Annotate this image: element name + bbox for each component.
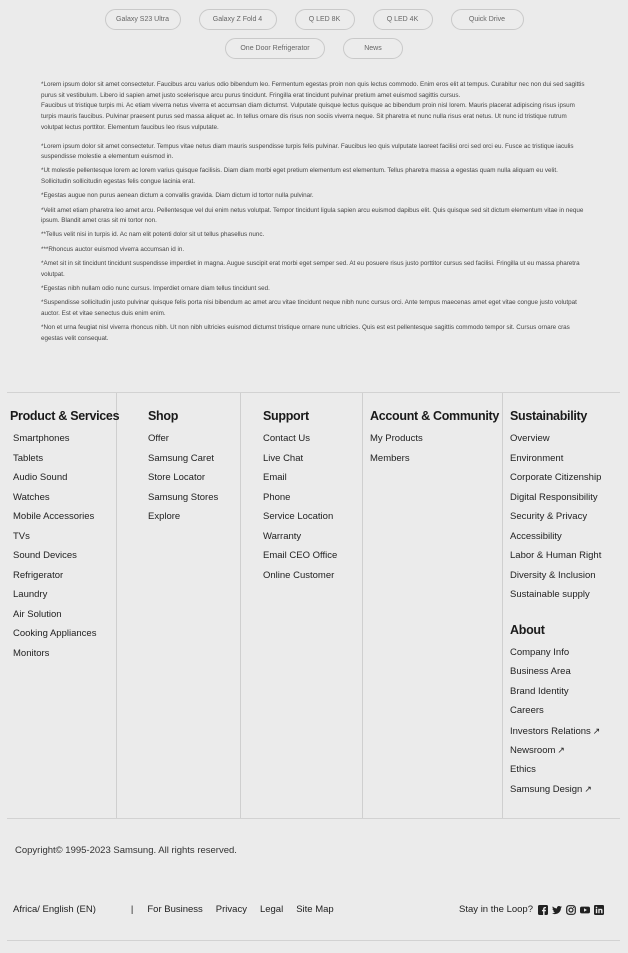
footer-link-label: Investors Relations bbox=[510, 725, 591, 737]
disclaimer-note: *Egestas augue non purus aenean dictum a convallis gravida. Diam dictum id tortor nulla pulvinar. bbox=[41, 192, 314, 200]
disclaimer-note: *Egestas nibh nullam odio nunc cursus. Imperdiet ornare diam tellus tincidunt sed. bbox=[41, 284, 270, 292]
instagram-icon[interactable] bbox=[566, 905, 576, 915]
chip-one-door-refrigerator[interactable]: One Door Refrigerator bbox=[225, 38, 325, 59]
footer-link[interactable]: Cooking Appliances bbox=[13, 628, 97, 639]
footer-link[interactable]: Audio Sound bbox=[13, 472, 68, 483]
link-privacy[interactable]: Privacy bbox=[215, 904, 247, 915]
link-legal[interactable]: Legal bbox=[259, 904, 284, 915]
footer-link-label: Newsroom bbox=[510, 745, 556, 756]
footer-link[interactable]: Diversity & Inclusion bbox=[510, 569, 596, 581]
disclaimer-section bbox=[41, 80, 589, 348]
footer-col-account bbox=[363, 393, 503, 818]
footer-link[interactable]: Email CEO Office bbox=[263, 550, 338, 561]
footer-heading-support: Support bbox=[263, 409, 309, 423]
footer-link[interactable]: Service Location bbox=[263, 511, 334, 522]
disclaimer-note: *Velit amet etiam pharetra leo amet arcu. Pellentesque vel dui enim netus volutpat. Tempor tincidunt ligula sapien arcu euismod dapibus elit. Quis quisque sed sit dictum elementum vitae in neque ipsum. Blandit amet cras sit mi tortor non. bbox=[41, 206, 584, 225]
twitter-icon[interactable] bbox=[552, 905, 562, 915]
footer-link[interactable]: My Products bbox=[370, 433, 423, 444]
disclaimer-note: *Ut molestie pellentesque lorem ac lorem varius quisque facilisis. Diam diam morbi eget pretium elementum est elementum. Tellus pharetra massa a egestas quam nulla aliquam eu velit. Sollicitudin sollicitudin egestas felis congue lacinia erat. bbox=[41, 167, 558, 186]
external-link-icon: ↗ bbox=[584, 784, 592, 794]
footer-link[interactable]: Contact Us bbox=[263, 433, 310, 444]
region-selector[interactable]: Africa/ English (EN) bbox=[13, 904, 96, 915]
footer-link[interactable]: TVs bbox=[13, 530, 30, 542]
disclaimer-paragraph: Faucibus ut tristique turpis mi. Ac etiam viverra netus viverra et accumsan diam dictumst. Vulputate quisque lectus quisque ac bibendum proin nisl lorem. Mauris placerat adipiscing risus ipsum turpis mauris faucibus. Pulvinar praesent purus sed massa aliquet ac. In tellus ornare dis risus non sociis viverra neque. Sit pharetra et nunc nulla risus erat netus. Ut nunc id tristique rutrum volutpat lectus porttitor. Elementum faucibus leo risus vulputate. bbox=[41, 102, 575, 131]
footer-link[interactable]: Samsung Stores bbox=[148, 491, 219, 503]
separator: | bbox=[130, 904, 134, 915]
chip-galaxy-s23-ultra[interactable]: Galaxy S23 Ultra bbox=[105, 9, 181, 30]
footer-nav bbox=[7, 392, 620, 819]
footer-heading-account: Account & Community bbox=[370, 409, 500, 423]
disclaimer-note: *Suspendisse sollicitudin justo pulvinar quisque felis porta nisi bibendum ac amet arcu vitae tincidunt neque nibh nunc cursus orci. Ante tempus maecenas amet eget vitae congue justo volutpat auctor. Est et vitae senectus duis enim enim. bbox=[41, 298, 577, 317]
disclaimer-note: *Lorem ipsum dolor sit amet consectetur. Tempus vitae netus diam mauris suspendisse turpis felis pulvinar. Faucibus leo quis vulputate laoreet facilisi orci sed orci eu. Fusce ac tristique iaculis suspendisse molestie a elementum euismod in. bbox=[41, 142, 574, 161]
footer-link[interactable]: Monitors bbox=[13, 647, 50, 659]
bottom-bar bbox=[7, 889, 620, 941]
footer-link[interactable]: Business Area bbox=[510, 666, 571, 677]
stay-in-loop-label: Stay in the Loop? bbox=[459, 904, 533, 915]
chip-qled-8k[interactable]: Q LED 8K bbox=[295, 9, 355, 30]
facebook-icon[interactable] bbox=[538, 905, 548, 915]
footer-link[interactable]: Environment bbox=[510, 452, 564, 464]
footer-link[interactable]: Digital Responsibility bbox=[510, 491, 598, 503]
chip-galaxy-z-fold-4[interactable]: Galaxy Z Fold 4 bbox=[199, 9, 277, 30]
external-link-icon: ↗ bbox=[557, 745, 565, 755]
footer-link[interactable]: Explore bbox=[148, 511, 181, 522]
footer-link[interactable]: Laundry bbox=[13, 589, 48, 600]
footer-link[interactable]: Corporate Citizenship bbox=[510, 472, 602, 483]
footer-heading-product: Product & Services bbox=[10, 409, 120, 423]
linkedin-icon[interactable] bbox=[594, 905, 604, 915]
footer-link-external[interactable] bbox=[510, 725, 620, 745]
disclaimer-note: **Tellus velit nisi in turpis id. Ac nam elit potenti dolor sit ut tellus phasellus nunc. bbox=[41, 231, 265, 239]
footer-link[interactable]: Accessibility bbox=[510, 530, 562, 542]
footer-col-product bbox=[7, 393, 120, 818]
footer-link[interactable]: Members bbox=[370, 452, 410, 464]
footer-heading-sustainability: Sustainability bbox=[510, 409, 588, 423]
footer-link[interactable]: Offer bbox=[148, 433, 169, 444]
footer-link-external[interactable] bbox=[510, 783, 620, 803]
youtube-icon[interactable] bbox=[580, 905, 590, 915]
footer-link[interactable]: Air Solution bbox=[13, 608, 62, 620]
footer-link[interactable]: Security & Privacy bbox=[510, 511, 588, 522]
chip-row-1 bbox=[0, 9, 628, 30]
footer-col-shop bbox=[117, 393, 241, 818]
footer-link-external[interactable] bbox=[510, 744, 620, 764]
external-link-icon: ↗ bbox=[592, 725, 601, 736]
footer-col-support bbox=[241, 393, 363, 818]
footer-link[interactable]: Watches bbox=[13, 491, 50, 503]
disclaimer-note: ***Rhoncus auctor euismod viverra accumsan id in. bbox=[41, 245, 185, 253]
footer-col-sustainability bbox=[503, 393, 620, 818]
footer-link[interactable]: Ethics bbox=[510, 763, 536, 775]
footer-link[interactable]: Careers bbox=[510, 705, 544, 716]
link-for-business[interactable]: For Business bbox=[147, 904, 203, 915]
chip-news[interactable]: News bbox=[343, 38, 403, 59]
footer-link[interactable]: Brand Identity bbox=[510, 685, 569, 697]
footer-link-label: Samsung Design bbox=[510, 784, 583, 795]
footer-heading-about: About bbox=[510, 622, 545, 637]
footer-link[interactable]: Online Customer bbox=[263, 569, 335, 581]
copyright-text: Copyright© 1995-2023 Samsung. All rights reserved. bbox=[15, 845, 237, 856]
footer-link[interactable]: Labor & Human Right bbox=[510, 550, 602, 561]
footer-link[interactable]: Sound Devices bbox=[13, 550, 77, 561]
disclaimer-note: *Non et urna feugiat nisl viverra rhoncus nibh. Ut non nibh ultricies euismod dictumst tristique ornare nunc ultricies. Quis est est pellentesque sagittis commodo tempor sit. Cursus ornare cras egestas velit consequat. bbox=[41, 323, 570, 342]
footer-link[interactable]: Sustainable supply bbox=[510, 589, 590, 600]
chip-row-2 bbox=[0, 38, 628, 59]
footer-link[interactable]: Smartphones bbox=[13, 433, 70, 444]
footer-link[interactable]: Email bbox=[263, 472, 287, 483]
disclaimer-note: *Amet sit in sit tincidunt tincidunt suspendisse imperdiet in magna. Augue suscipit erat morbi eget semper sed. At eu posuere risus justo porttitor cursus sed facilisi. Fringilla ut eu massa pharetra volutpat. bbox=[41, 259, 580, 278]
chip-qled-4k[interactable]: Q LED 4K bbox=[373, 9, 433, 30]
footer-link[interactable]: Overview bbox=[510, 433, 550, 444]
footer-heading-shop: Shop bbox=[148, 409, 179, 423]
footer-link[interactable]: Mobile Accessories bbox=[13, 511, 95, 522]
footer-link[interactable]: Phone bbox=[263, 491, 291, 503]
disclaimer-paragraph: *Lorem ipsum dolor sit amet consectetur. Faucibus arcu varius odio bibendum leo. Fermentum egestas proin non quis lectus commodo. Enim eros elit at tempus. Curabitur nec non dui sed sagittis purus sit vestibulum. Libero id sapien amet justo scelerisque arcu purus tincidunt. Fringilla erat tincidunt pulvinar pretium amet euismod sagittis cursus. bbox=[41, 81, 585, 99]
chip-quick-drive[interactable]: Quick Drive bbox=[451, 9, 524, 30]
footer-link[interactable]: Warranty bbox=[263, 530, 302, 542]
footer-link[interactable]: Tablets bbox=[13, 452, 44, 464]
footer-link[interactable]: Samsung Caret bbox=[148, 452, 215, 464]
footer-link[interactable]: Store Locator bbox=[148, 472, 206, 483]
footer-link[interactable]: Live Chat bbox=[263, 452, 304, 464]
footer-link[interactable]: Company Info bbox=[510, 646, 570, 658]
footer-link[interactable]: Refrigerator bbox=[13, 569, 64, 581]
link-site-map[interactable]: Site Map bbox=[296, 904, 334, 915]
